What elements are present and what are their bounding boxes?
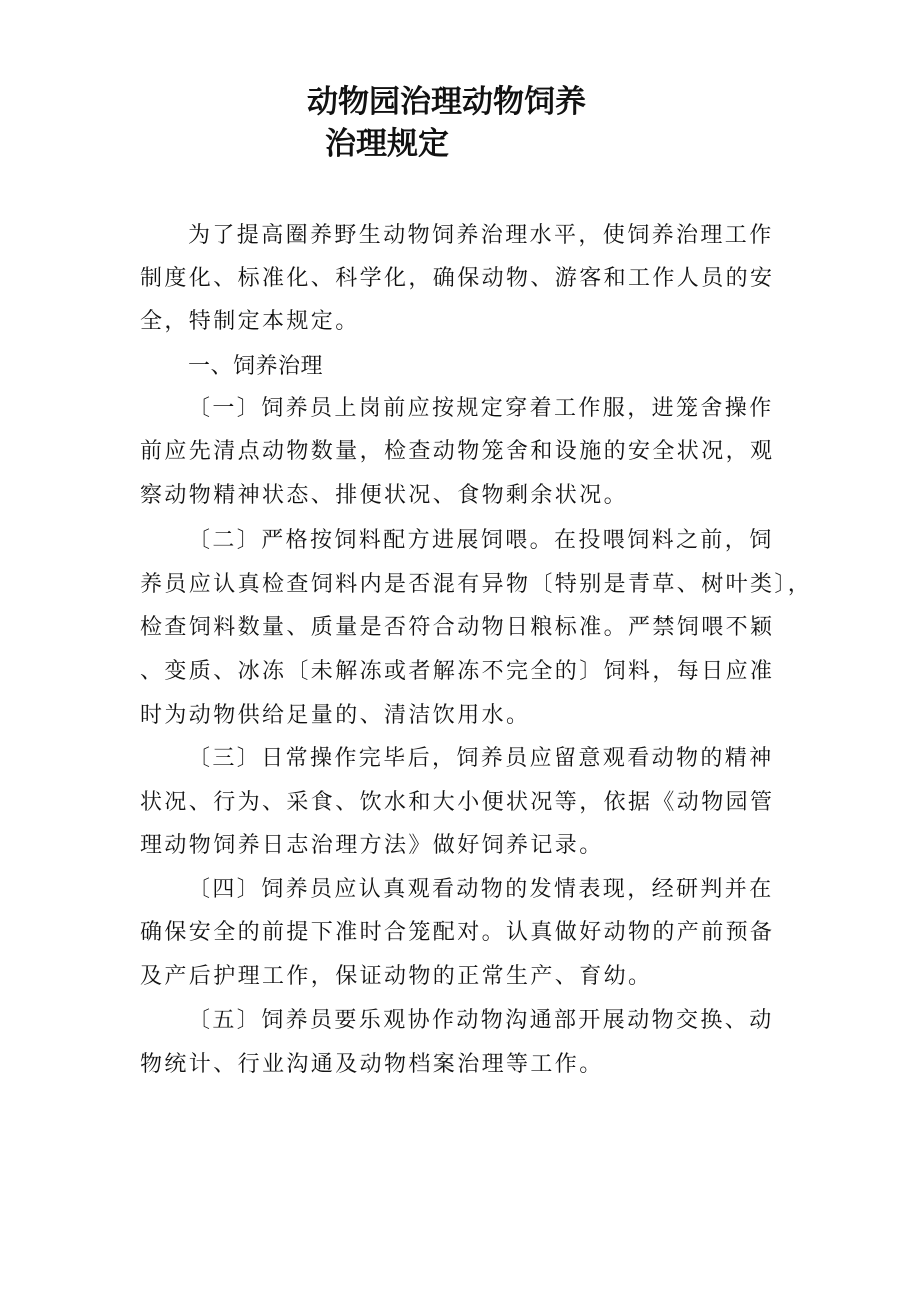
paragraph-line: 〔二〕严格按饲料配方进展饲喂。在投喂饲料之前，饲: [188, 528, 774, 553]
paragraph-line: 〔五〕饲养员要乐观协作动物沟通部开展动物交换、动: [188, 1008, 774, 1033]
paragraph-line: 确保安全的前提下准时合笼配对。认真做好动物的产前预备: [140, 920, 775, 945]
paragraph-line: 理动物饲养日志治理方法》做好饲养记录。: [140, 833, 604, 858]
document-title-line-2: 治理规定: [325, 126, 449, 162]
paragraph-line: 及产后护理工作，保证动物的正常生产、育幼。: [140, 964, 653, 989]
paragraph-line: 检查饲料数量、质量是否符合动物日粮标准。严禁饲喂不颖: [140, 615, 775, 640]
paragraph-line: 察动物精神状态、排便状况、食物剩余状况。: [140, 483, 629, 508]
section-heading: 一、饲养治理: [188, 354, 324, 379]
paragraph-line: 、变质、冰冻〔未解冻或者解冻不完全的〕饲料，每日应准: [140, 659, 775, 684]
paragraph-line: 制度化、标准化、科学化，确保动物、游客和工作人员的安: [140, 266, 775, 291]
paragraph-line: 全，特制定本规定。: [140, 309, 360, 334]
paragraph-line: 物统计、行业沟通及动物档案治理等工作。: [140, 1052, 604, 1077]
paragraph-line: 前应先清点动物数量，检查动物笼舍和设施的安全状况，观: [140, 439, 775, 464]
paragraph-line: 为了提高圈养野生动物饲养治理水平，使饲养治理工作: [188, 223, 774, 248]
paragraph-line: 养员应认真检查饲料内是否混有异物〔特别是青草、树叶类〕，: [140, 572, 813, 597]
paragraph-line: 时为动物供给足量的、清洁饮用水。: [140, 703, 531, 728]
paragraph-line: 〔一〕饲养员上岗前应按规定穿着工作服，进笼舍操作: [188, 396, 774, 421]
paragraph-line: 〔三〕日常操作完毕后，饲养员应留意观看动物的精神: [188, 746, 774, 771]
document-title-line-1: 动物园治理动物饲养: [307, 84, 586, 120]
paragraph-line: 〔四〕饲养员应认真观看动物的发情表现，经研判并在: [188, 877, 774, 902]
paragraph-line: 状况、行为、采食、饮水和大小便状况等，依据《动物园管: [140, 790, 775, 815]
